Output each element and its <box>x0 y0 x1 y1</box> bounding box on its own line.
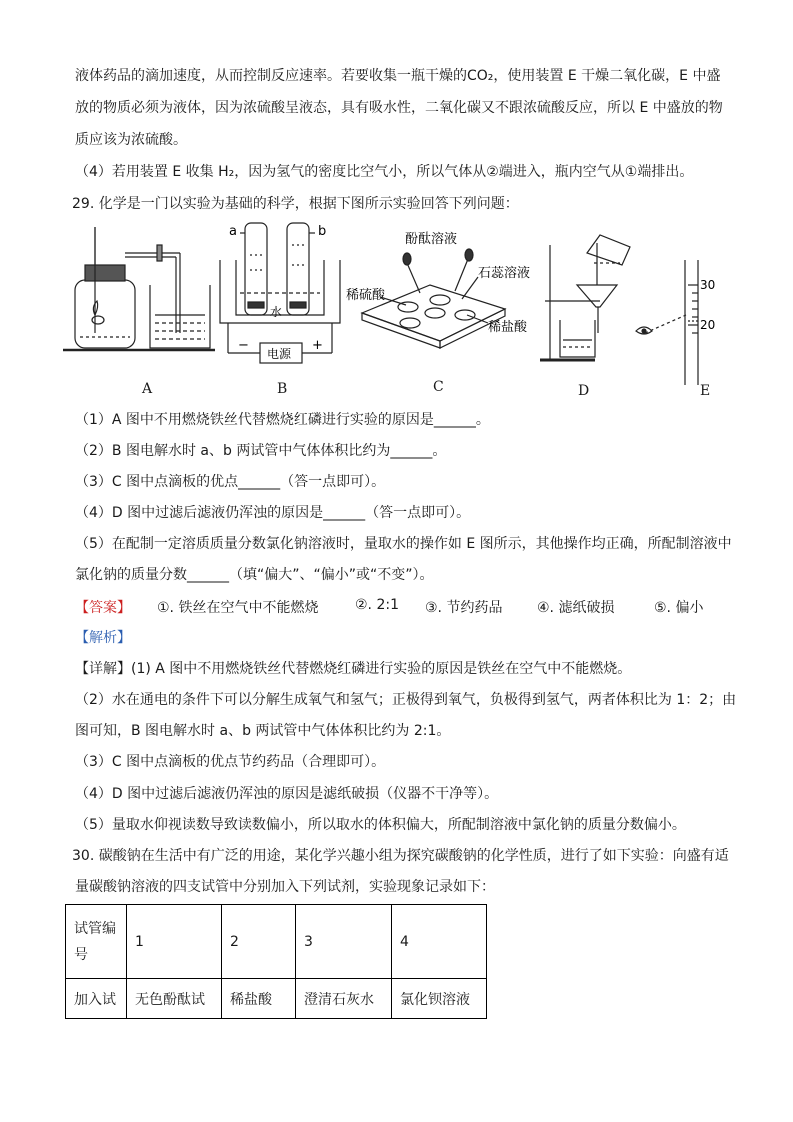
answer-3: ③. 节约药品 <box>425 600 503 616</box>
answer-2: ②. 2:1 <box>355 597 399 613</box>
b-plus-label: + <box>312 338 323 353</box>
c-hcl-label: 稀盐酸 <box>488 320 528 335</box>
answer-row <box>75 597 735 617</box>
b-water-label: 水 <box>270 305 283 319</box>
figure-d-apparatus <box>540 235 630 360</box>
table-cell: 3 <box>296 905 392 979</box>
question-29-title: 29. 化学是一门以实验为基础的科学，根据下图所示实验回答下列问题： <box>72 196 519 212</box>
detail-line: （3）C 图中点滴板的优点节约药品（合理即可）。 <box>75 754 386 770</box>
table-header-cell <box>66 905 127 979</box>
experiment-table <box>65 904 487 1019</box>
c-litmus-label: 石蕊溶液 <box>478 266 531 281</box>
table-cell: 1 <box>127 905 222 979</box>
question-30-line: 量碳酸钠溶液的四支试管中分别加入下列试剂，实验现象记录如下： <box>75 879 495 895</box>
question-item: （1）A 图中不用燃烧铁丝代替燃烧红磷进行实验的原因是______。 <box>75 412 490 428</box>
panel-label-b: B <box>277 381 288 397</box>
question-item: （2）B 图电解水时 a、b 两试管中气体体积比约为______。 <box>75 443 447 459</box>
question-item: 氯化钠的质量分数______（填“偏大”、“偏小”或“不变”）。 <box>75 567 434 583</box>
text-line: 质应该为浓硫酸。 <box>75 132 187 148</box>
table-cell: 无色酚酞试 <box>127 979 222 1019</box>
text-line: 液体药品的滴加速度，从而控制反应速率。若要收集一瓶干燥的CO₂，使用装置 E 干燥二氧化碳，E 中盛 <box>75 68 721 84</box>
panel-label-a: A <box>142 381 153 397</box>
table-cell: 氯化钡溶液 <box>392 979 487 1019</box>
question-item: （5）在配制一定溶质质量分数氯化钠溶液时，量取水的操作如 E 图所示，其他操作均正确，所配制溶液中 <box>75 536 732 552</box>
table-cell: 2 <box>222 905 296 979</box>
table-row <box>66 979 487 1019</box>
question-30-line: 30. 碳酸钠在生活中有广泛的用途，某化学兴趣小组为探究碳酸钠的化学性质，进行了如下实验：向盛有适 <box>72 848 729 864</box>
figure-a-apparatus <box>63 227 215 350</box>
text-line: （4）若用装置 E 收集 H₂，因为氢气的密度比空气小，所以气体从②端进入，瓶内空气从①端排出。 <box>75 164 694 180</box>
panel-label-e: E <box>700 383 711 399</box>
table-header-line: 试管编 <box>74 920 116 937</box>
b-tube-b-label: b <box>318 224 327 239</box>
answer-1: ①. 铁丝在空气中不能燃烧 <box>157 600 319 616</box>
answer-label: 【答案】 <box>75 600 131 616</box>
b-power-label: 电源 <box>267 347 292 361</box>
analysis-label: 【解析】 <box>75 630 131 646</box>
question-item: （3）C 图中点滴板的优点______（答一点即可）。 <box>75 474 386 490</box>
question-item: （4）D 图中过滤后滤液仍浑浊的原因是______（答一点即可）。 <box>75 505 471 521</box>
table-header-line: 号 <box>74 946 88 963</box>
figure-e-apparatus <box>636 260 698 385</box>
answer-5: ⑤. 偏小 <box>654 600 704 616</box>
e-20-label: 20 <box>700 318 716 332</box>
detail-line: （4）D 图中过滤后滤液仍浑浊的原因是滤纸破损（仪器不干净等）。 <box>75 786 499 802</box>
b-tube-a-label: a <box>229 224 237 239</box>
detail-line: 【详解】(1) A 图中不用燃烧铁丝代替燃烧红磷进行实验的原因是铁丝在空气中不能燃烧。 <box>75 661 632 677</box>
experiment-figure <box>0 215 793 400</box>
panel-label-d: D <box>578 383 590 399</box>
b-minus-label: − <box>238 338 249 353</box>
answer-4: ④. 滤纸破损 <box>537 600 615 616</box>
table-cell: 稀盐酸 <box>222 979 296 1019</box>
table-cell: 4 <box>392 905 487 979</box>
detail-line: 图可知，B 图电解水时 a、b 两试管中气体体积比约为 2:1。 <box>75 723 451 739</box>
e-30-label: 30 <box>700 278 716 292</box>
table-row <box>66 905 487 979</box>
c-phenol-label: 酚酞溶液 <box>405 232 458 247</box>
detail-line: （5）量取水仰视读数导致读数偏小，所以取水的体积偏大，所配制溶液中氯化钠的质量分数偏小。 <box>75 817 686 833</box>
table-header-cell: 加入试 <box>66 979 127 1019</box>
c-h2so4-label: 稀硫酸 <box>346 288 386 303</box>
panel-label-c: C <box>433 379 444 395</box>
text-line: 放的物质必须为液体，因为浓硫酸呈液态，具有吸水性，二氧化碳又不跟浓硫酸反应，所以 E 中盛放的物 <box>75 100 723 116</box>
detail-line: （2）水在通电的条件下可以分解生成氧气和氢气；正极得到氧气，负极得到氢气，两者体积比为 1：2；由 <box>75 692 737 708</box>
table-cell: 澄清石灰水 <box>296 979 392 1019</box>
